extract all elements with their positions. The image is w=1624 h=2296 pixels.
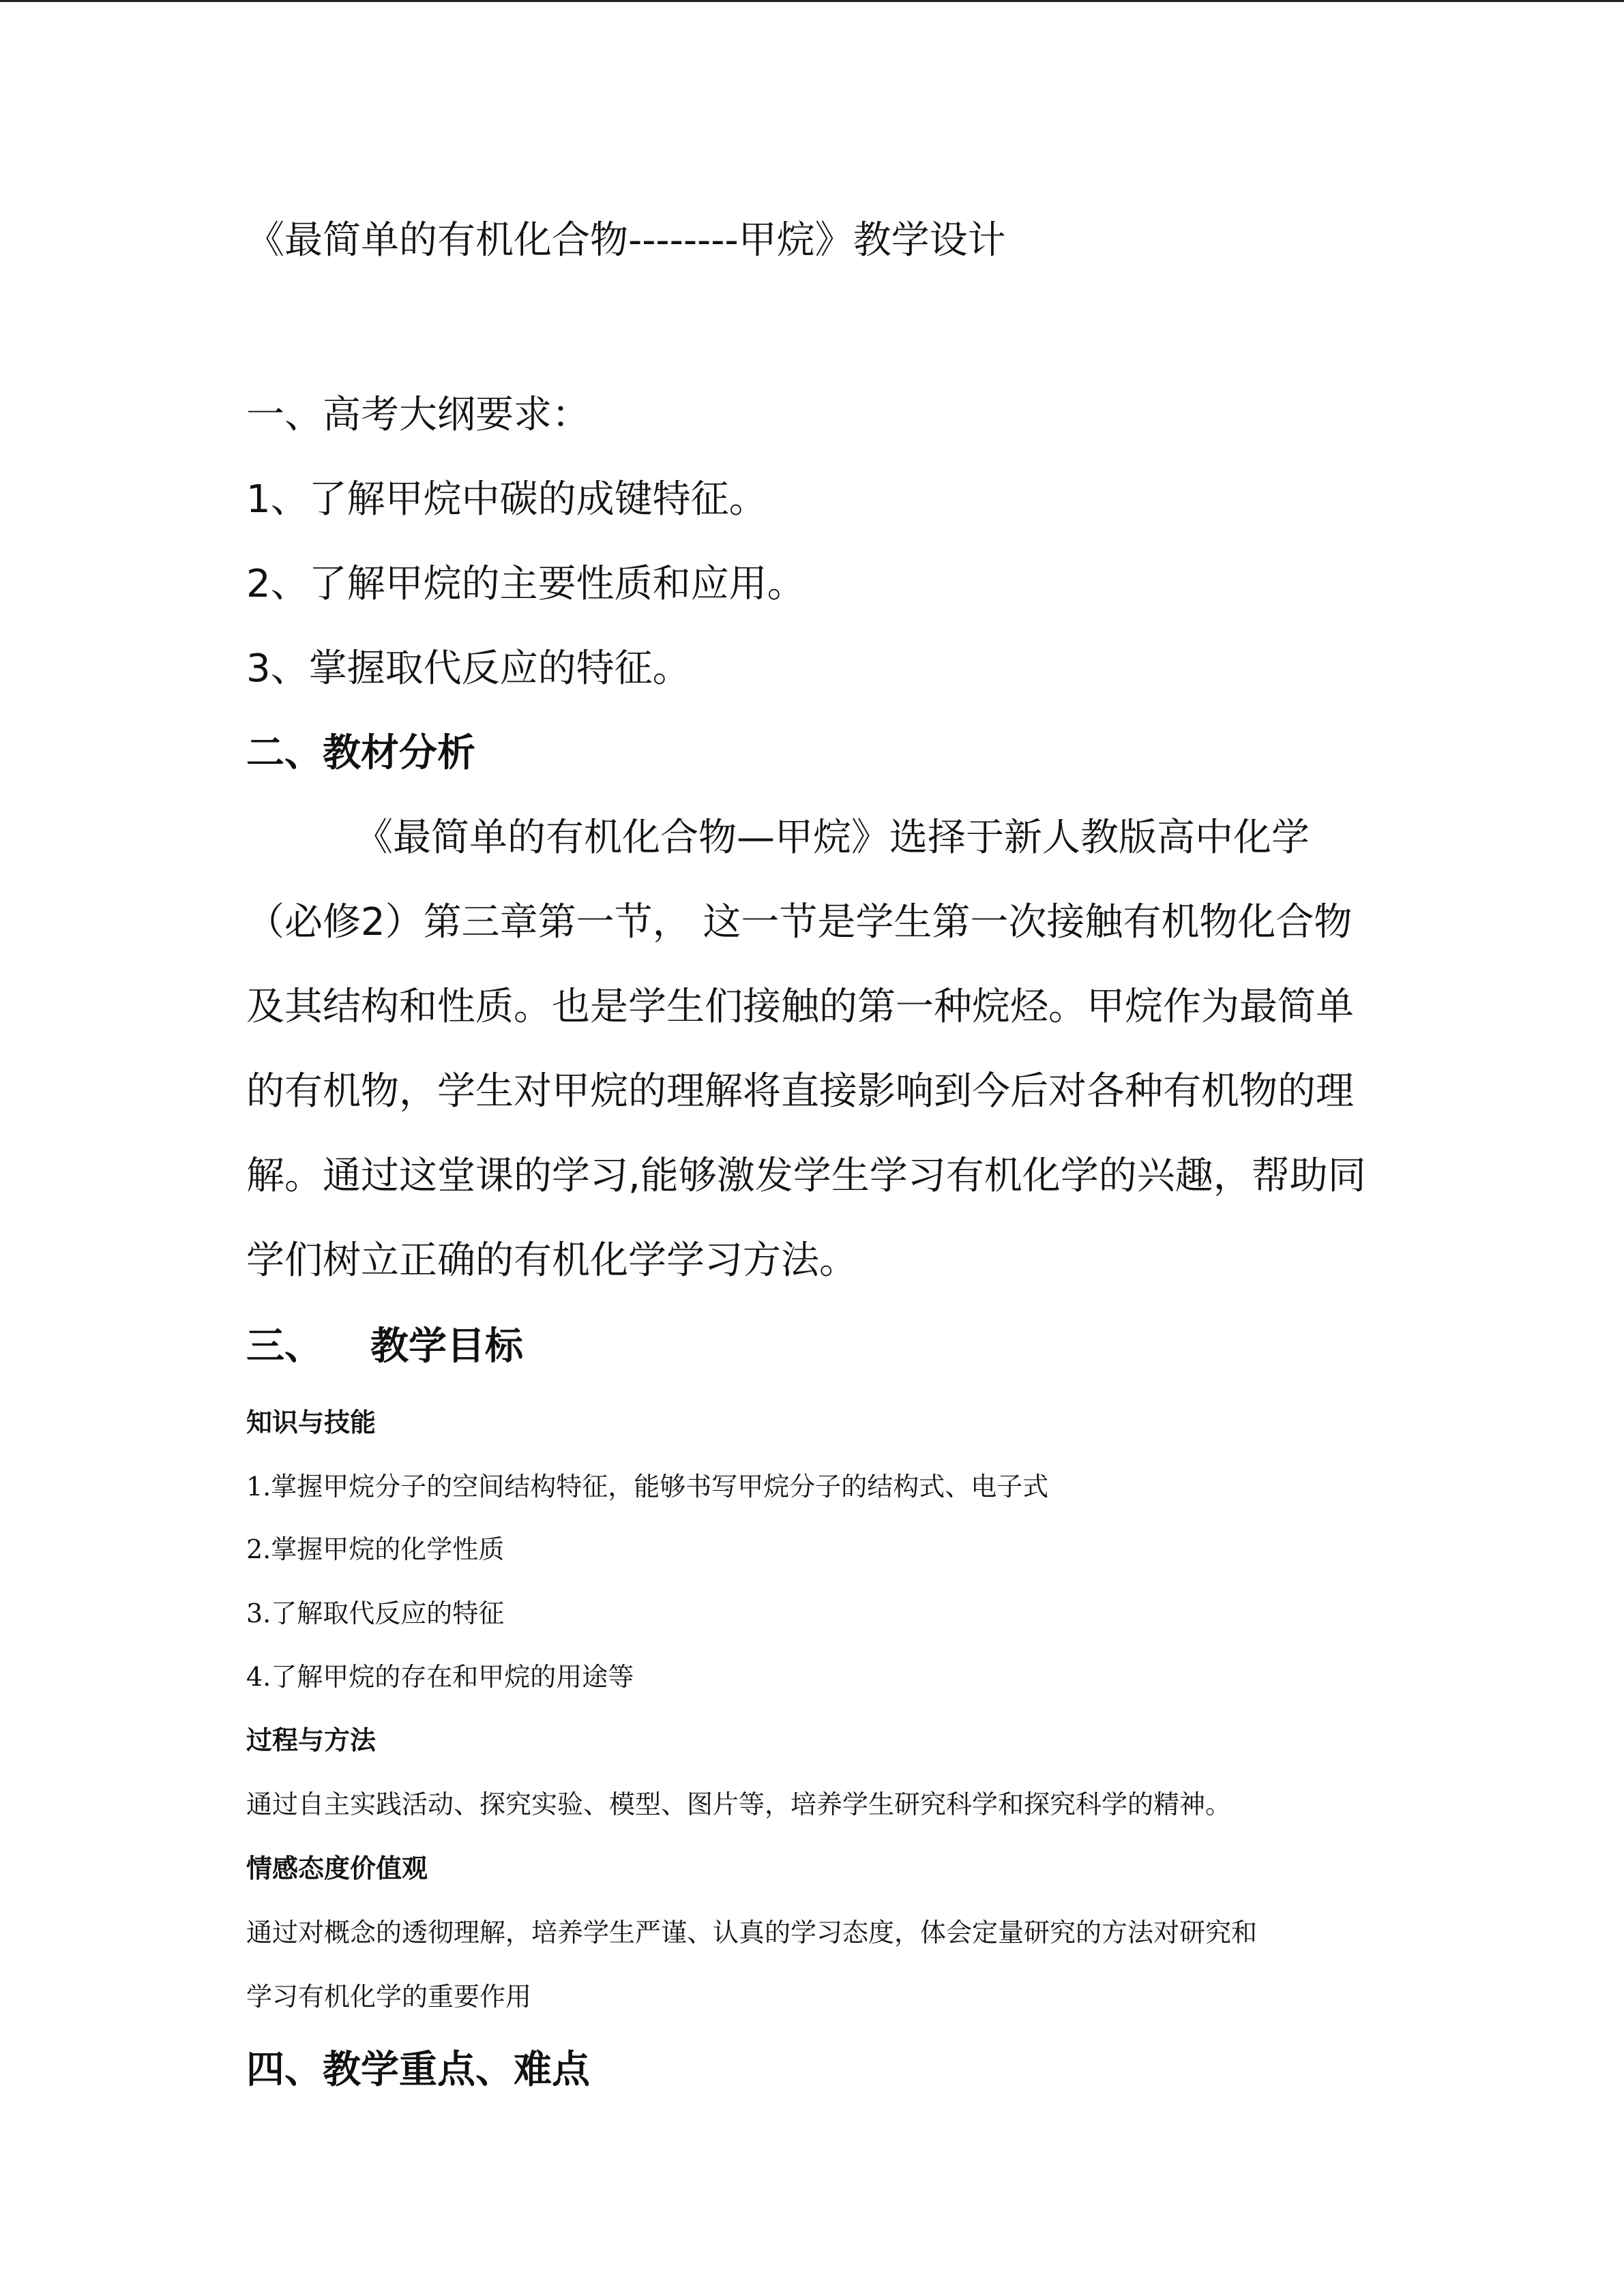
emotion-line-1: 通过对概念的透彻理解，培养学生严谨、认真的学习态度，体会定量研究的方法对研究和 [246, 1918, 1258, 1948]
section1-item-2: 2、了解甲烷的主要性质和应用。 [246, 562, 806, 606]
section3-heading-number: 三、 [246, 1324, 323, 1369]
section2-paragraph-line-3: 及其结构和性质。也是学生们接触的第一种烷烃。甲烷作为最简单 [246, 985, 1354, 1029]
emotion-line-2: 学习有机化学的重要作用 [246, 1982, 532, 2012]
knowledge-heading: 知识与技能 [246, 1407, 377, 1437]
section4-heading: 四、教学重点、难点 [246, 2048, 590, 2092]
document-title: 《最简单的有机化合物--------甲烷》教学设计 [246, 218, 1006, 263]
knowledge-item-3: 3.了解取代反应的特征 [246, 1598, 505, 1628]
section2-paragraph-line-4: 的有机物，学生对甲烷的理解将直接影响到今后对各种有机物的理 [246, 1069, 1354, 1114]
knowledge-item-4: 4.了解甲烷的存在和甲烷的用途等 [246, 1662, 634, 1692]
section1-item-1: 1、了解甲烷中碳的成键特征。 [246, 477, 767, 522]
section1-item-3: 3、掌握取代反应的特征。 [246, 646, 691, 691]
section2-paragraph-line-2: （必修2）第三章第一节， 这一节是学生第一次接触有机物化合物 [246, 900, 1353, 944]
section2-paragraph-line-1: 《最简单的有机化合物—甲烷》选择于新人教版高中化学 [355, 816, 1310, 860]
section3-heading [246, 1324, 523, 1369]
emotion-heading: 情感态度价值观 [246, 1853, 428, 1883]
section2-heading: 二、教材分析 [246, 731, 475, 775]
section2-paragraph-line-6: 学们树立正确的有机化学学习方法。 [246, 1238, 857, 1283]
section3-heading-text: 教学目标 [370, 1324, 523, 1369]
section2-paragraph-line-5: 解。通过这堂课的学习,能够激发学生学习有机化学的兴趣，帮助同 [246, 1154, 1366, 1198]
process-text: 通过自主实践活动、探究实验、模型、图片等，培养学生研究科学和探究科学的精神。 [246, 1789, 1232, 1819]
knowledge-item-2: 2.掌握甲烷的化学性质 [246, 1534, 505, 1564]
process-heading: 过程与方法 [246, 1725, 377, 1755]
section1-heading: 一、高考大纲要求： [246, 393, 590, 437]
knowledge-item-1: 1.掌握甲烷分子的空间结构特征，能够书写甲烷分子的结构式、电子式 [246, 1472, 1049, 1502]
